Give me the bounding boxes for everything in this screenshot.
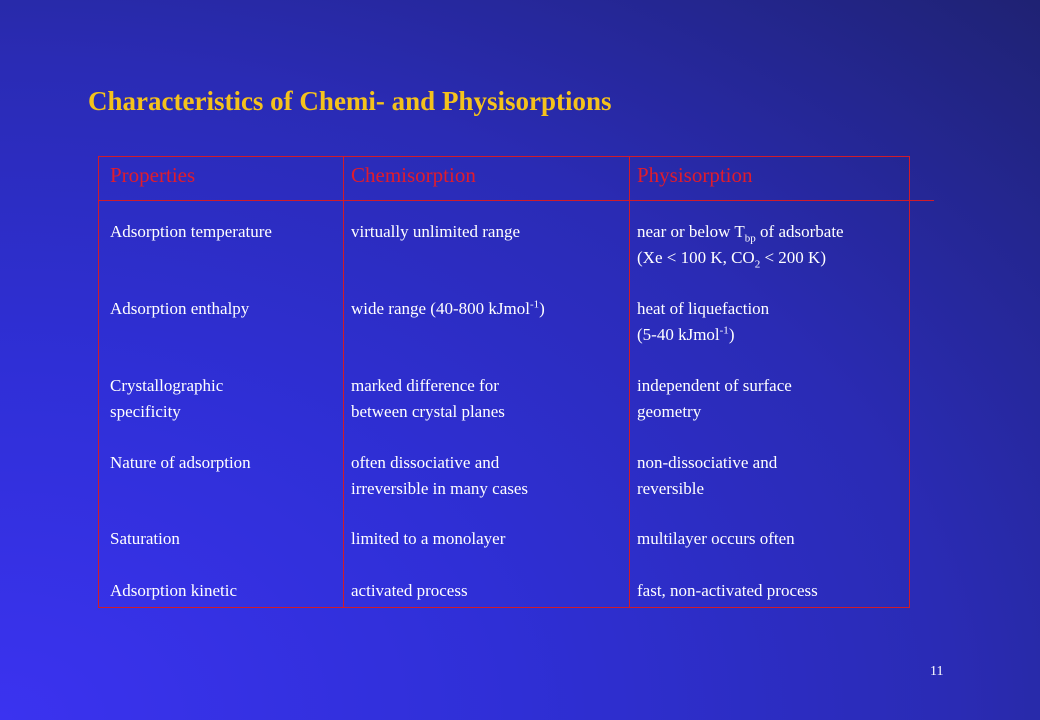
row-nature-physi bbox=[637, 450, 777, 502]
row-specificity-property-line1: Crystallographic bbox=[110, 376, 224, 395]
row-enthalpy-property: Adsorption enthalpy bbox=[110, 299, 250, 318]
row-specificity-physi bbox=[637, 373, 792, 425]
row-nature-chemi bbox=[351, 450, 528, 502]
row-enthalpy-physi bbox=[637, 296, 769, 348]
column-divider bbox=[343, 157, 344, 607]
row-specificity-physi-line1: independent of surface bbox=[637, 376, 792, 395]
row-specificity-property bbox=[110, 373, 223, 425]
row-specificity-chemi bbox=[351, 373, 505, 425]
column-divider bbox=[629, 157, 630, 607]
row-specificity-property-line2: specificity bbox=[110, 402, 181, 421]
row-specificity-chemi-line2: between crystal planes bbox=[351, 402, 505, 421]
row-nature-physi-line1: non-dissociative and bbox=[637, 453, 778, 472]
row-temperature-property: Adsorption temperature bbox=[110, 222, 272, 241]
row-temperature-physi-line1: near or below $T_{bp}$ of adsorbate bbox=[637, 222, 844, 245]
row-nature-chemi-line2: irreversible in many cases bbox=[351, 479, 529, 498]
row-nature-chemi-line1: often dissociative and bbox=[351, 453, 500, 472]
row-specificity-chemi-line1: marked difference for bbox=[351, 376, 499, 395]
row-enthalpy-physi-line2: (5-40 kJmol$^{-1}$) bbox=[637, 324, 735, 344]
row-saturation-chemi: limited to a monolayer bbox=[351, 529, 506, 548]
row-temperature-chemi: virtually unlimited range bbox=[351, 222, 521, 241]
row-nature-physi-line2: reversible bbox=[637, 479, 705, 498]
row-saturation-physi: multilayer occurs often bbox=[637, 529, 795, 548]
header-divider bbox=[98, 200, 934, 201]
row-enthalpy-chemi: wide range (40-800 kJmol$^{-1}$) bbox=[351, 298, 545, 318]
row-kinetic-chemi: activated process bbox=[351, 581, 468, 600]
row-temperature-physi-line2: (Xe < 100 K, $CO_2 < 200$ K) bbox=[637, 248, 826, 271]
row-nature-property: Nature of adsorption bbox=[110, 453, 251, 472]
row-kinetic-property: Adsorption kinetic bbox=[110, 581, 238, 600]
header-properties: Properties bbox=[110, 163, 196, 187]
slide-title: Characteristics of Chemi- and Physisorptions bbox=[88, 86, 612, 116]
page-number: 11 bbox=[930, 664, 944, 679]
row-saturation-property: Saturation bbox=[110, 529, 180, 548]
row-specificity-physi-line2: geometry bbox=[637, 402, 702, 421]
header-chemisorption: Chemisorption bbox=[351, 163, 476, 187]
row-enthalpy-physi-line1: heat of liquefaction bbox=[637, 299, 770, 318]
row-kinetic-physi: fast, non-activated process bbox=[637, 581, 818, 600]
header-physisorption: Physisorption bbox=[637, 163, 753, 187]
row-temperature-physi bbox=[637, 219, 844, 271]
